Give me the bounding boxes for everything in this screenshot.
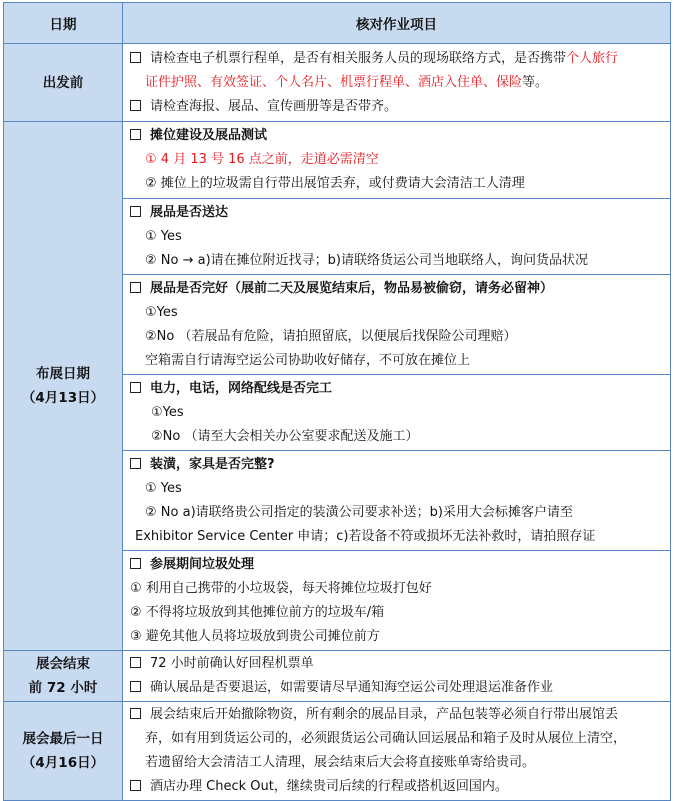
checkbox-icon[interactable] bbox=[130, 382, 141, 393]
checkbox-icon[interactable] bbox=[130, 558, 141, 569]
items-before-departure: 请检查电子机票行程单，是否有相关服务人员的现场联络方式，是否携带个人旅行 证件护照、有效签证、个人名片、机票行程单、酒店入住单、保险等。 请检查海报、展品、宣传画册等是否带齐。 bbox=[123, 44, 671, 122]
checkbox-icon[interactable] bbox=[130, 780, 141, 791]
checkbox-icon[interactable] bbox=[130, 52, 141, 63]
date-last-day: 展会最后一日 （4月16日） bbox=[4, 702, 123, 801]
date-setup: 布展日期 （4月13日） bbox=[4, 122, 123, 651]
header-row bbox=[4, 3, 671, 44]
checkbox-icon[interactable] bbox=[130, 206, 141, 217]
row-setup-1 bbox=[4, 122, 671, 199]
items-last-day: 展会结束后开始撤除物资，所有剩余的展品目录，产品包装等必须自行带出展馆丢 弃，如有用到货运公司的，必须跟货运公司确认回运展品和箱子及时从展位上清空， 若遗留给大会清洁工人清理，展会结束后大会将直接账单寄给贵司。 酒店办理 Check Out，继续贵司后续的行程或搭机返回国内。 bbox=[123, 702, 671, 801]
list-item: 72 小时前确认好回程机票单 bbox=[123, 652, 670, 676]
checkbox-icon[interactable] bbox=[130, 129, 141, 140]
checkbox-icon[interactable] bbox=[130, 282, 141, 293]
header-date: 日期 bbox=[4, 3, 123, 44]
items-72h bbox=[123, 651, 671, 702]
checkbox-icon[interactable] bbox=[130, 100, 141, 111]
section-decoration: 装潢，家具是否完整? ① Yes ② No a)请联络贵公司指定的装潢公司要求补送；b)采用大会标摊客户请至 Exhibitor Service Center 申请；c)若设备不符或损坏无法补救时，请拍照存证 bbox=[123, 451, 671, 551]
header-items: 核对作业项目 bbox=[123, 3, 671, 44]
list-item: 请检查电子机票行程单，是否有相关服务人员的现场联络方式，是否携带个人旅行 bbox=[123, 47, 670, 71]
date-before-departure: 出发前 bbox=[4, 44, 123, 122]
checklist-table bbox=[3, 2, 671, 801]
row-before-departure bbox=[4, 44, 671, 122]
checkbox-icon[interactable] bbox=[130, 657, 141, 668]
checkbox-icon[interactable] bbox=[130, 681, 141, 692]
section-booth-build: 摊位建设及展品测试 ① 4 月 13 号 16 点之前，走道必需清空 ② 摊位上的垃圾需自行带出展馆丢弃，或付费请大会清洁工人清理 bbox=[123, 122, 671, 199]
row-last-day bbox=[4, 702, 671, 801]
row-72h bbox=[4, 651, 671, 702]
checkbox-icon[interactable] bbox=[130, 708, 141, 719]
list-item: 展会结束后开始撤除物资，所有剩余的展品目录，产品包装等必须自行带出展馆丢 bbox=[123, 703, 670, 727]
list-item: 请检查海报、展品、宣传画册等是否带齐。 bbox=[123, 95, 670, 119]
section-power-network: 电力，电话，网络配线是否完工 ①Yes ②No （请至大会相关办公室要求配送及施工） bbox=[123, 375, 671, 451]
checkbox-icon[interactable] bbox=[130, 458, 141, 469]
section-garbage: 参展期间垃圾处理 ① 利用自己携带的小垃圾袋，每天将摊位垃圾打包好 ② 不得将垃圾放到其他摊位前方的垃圾车/箱 ③ 避免其他人员将垃圾放到贵公司摊位前方 bbox=[123, 551, 671, 651]
section-condition: 展品是否完好（展前二天及展览结束后，物品易被偷窃，请务必留神） ①Yes ②No （若展品有危险，请拍照留底，以便展后找保险公司理赔） 空箱需自行请海空运公司协助收好储存，不可放在摊位上 bbox=[123, 275, 671, 375]
list-item: 酒店办理 Check Out，继续贵司后续的行程或搭机返回国内。 bbox=[123, 775, 670, 799]
date-72h: 展会结束 前 72 小时 bbox=[4, 651, 123, 702]
section-delivery: 展品是否送达 ① Yes ② No → a)请在摊位附近找寻；b)请联络货运公司当地联络人，询问货品状况 bbox=[123, 199, 671, 275]
list-item: 确认展品是否要退运，如需要请尽早通知海空运公司处理退运准备作业 bbox=[123, 676, 670, 700]
